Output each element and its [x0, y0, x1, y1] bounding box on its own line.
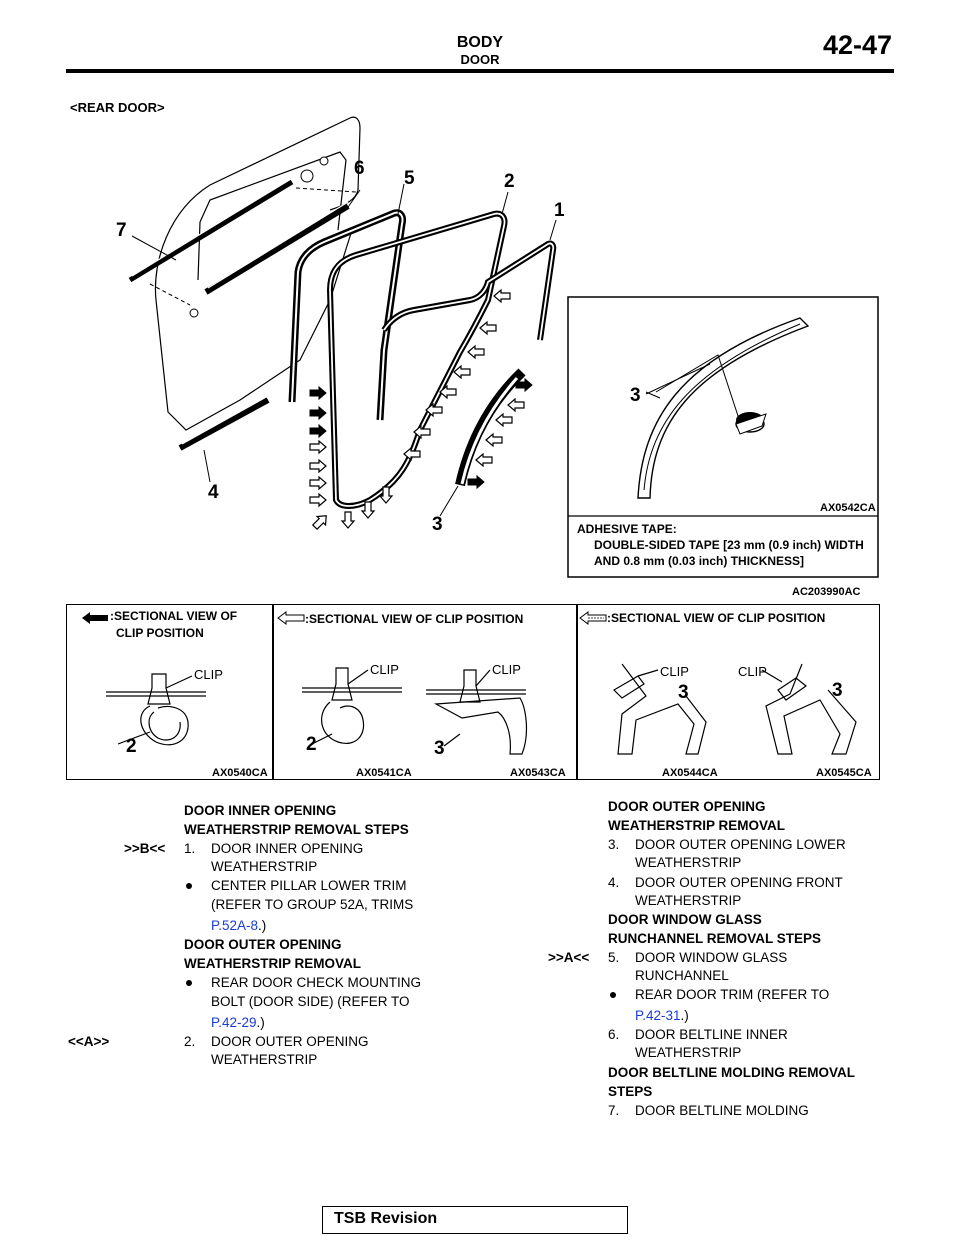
step-text: DOOR BELTLINE INNER: [635, 1027, 788, 1042]
section-code: AX0544CA: [662, 767, 718, 779]
bullet-icon: [610, 992, 616, 998]
step-number: 3.: [608, 837, 620, 852]
reference-mark: >>B<<: [124, 841, 166, 856]
step-number: 5.: [608, 950, 620, 965]
outer-opening-weatherstrip: [384, 243, 553, 340]
section-callout-2: 2: [306, 734, 317, 755]
ref-tail: .): [256, 1015, 265, 1030]
bullet-ref: [635, 1007, 689, 1025]
step-text: DOOR OUTER OPENING: [211, 1034, 369, 1049]
beltline-molding: [130, 178, 292, 280]
front-weatherstrip: [180, 396, 268, 448]
lower-weatherstrip: [460, 372, 522, 485]
step-text: WEATHERSTRIP: [635, 893, 742, 908]
subsection-title: DOOR: [460, 52, 500, 67]
step-number: 1.: [184, 841, 196, 856]
bullet-icon: [186, 980, 192, 986]
bullet-text: REAR DOOR CHECK MOUNTING: [211, 975, 422, 990]
section2-title: :SECTIONAL VIEW OF CLIP POSITION: [305, 612, 524, 626]
bullet-text: CENTER PILLAR LOWER TRIM: [211, 878, 407, 893]
bullet-ref: [211, 1014, 265, 1032]
step-text: RUNCHANNEL: [635, 968, 729, 983]
bullet-ref: [211, 917, 266, 935]
step-text: DOOR OUTER OPENING LOWER: [635, 837, 846, 852]
section-code: AX0543CA: [510, 767, 566, 779]
step-heading: DOOR OUTER OPENING: [608, 799, 766, 814]
callout-6: 6: [354, 158, 365, 179]
step-number: 4.: [608, 875, 620, 890]
bullet-icon: [186, 883, 192, 889]
adhesive-note-title: ADHESIVE TAPE:: [577, 522, 677, 536]
inset-code: AX0542CA: [820, 502, 876, 514]
step-number: 2.: [184, 1034, 196, 1049]
inset-weatherstrip: [638, 318, 808, 498]
step-text: DOOR WINDOW GLASS: [635, 950, 788, 965]
callout-1: 1: [554, 200, 565, 221]
ref-tail: .): [680, 1008, 689, 1023]
section1-title-line2: CLIP POSITION: [116, 626, 204, 640]
door-panel: [155, 117, 360, 430]
section1-title-line1: :SECTIONAL VIEW OF: [110, 609, 238, 623]
step-heading: DOOR WINDOW GLASS: [608, 912, 762, 927]
reference-mark: >>A<<: [548, 950, 590, 965]
ref-tail: .): [258, 918, 267, 933]
callout-4: 4: [208, 482, 219, 503]
reference-mark: <<A>>: [68, 1034, 110, 1049]
section-code: AX0540CA: [212, 767, 268, 779]
section-callout-3: 3: [434, 738, 445, 759]
inset-callout-3: 3: [630, 385, 641, 406]
bolt-icon: [150, 157, 356, 317]
callout-3: 3: [432, 514, 443, 535]
clip-label: CLIP: [492, 662, 521, 677]
bullet-text: REAR DOOR TRIM (REFER TO: [635, 987, 830, 1002]
page-number: 42-47: [822, 30, 892, 60]
step-text: DOOR BELTLINE MOLDING: [635, 1103, 809, 1118]
bullet-text: BOLT (DOOR SIDE) (REFER TO: [211, 994, 410, 1009]
step-heading: DOOR BELTLINE MOLDING REMOVAL: [608, 1065, 855, 1080]
clip-arrows: [310, 290, 532, 531]
clip-label: CLIP: [370, 662, 399, 677]
step-text: WEATHERSTRIP: [635, 855, 742, 870]
step-text: WEATHERSTRIP: [211, 859, 318, 874]
section-callout-2: 2: [126, 736, 137, 757]
adhesive-note-line1: DOUBLE-SIDED TAPE [23 mm (0.9 inch) WIDTH: [594, 538, 864, 552]
section-code: AX0541CA: [356, 767, 412, 779]
step-text: WEATHERSTRIP: [211, 1052, 318, 1067]
callout-7: 7: [116, 220, 127, 241]
figure-code: AC203990AC: [792, 586, 861, 598]
step-heading: STEPS: [608, 1084, 653, 1099]
footer-text: TSB Revision: [334, 1210, 438, 1227]
clip-label: CLIP: [660, 664, 689, 679]
callout-2: 2: [504, 171, 515, 192]
section-code: AX0545CA: [816, 767, 872, 779]
step-heading: RUNCHANNEL REMOVAL STEPS: [608, 931, 822, 946]
adhesive-note-line2: AND 0.8 mm (0.03 inch) THICKNESS]: [594, 554, 805, 568]
section-callout-3: 3: [832, 680, 843, 701]
door-exploded-diagram: [0, 0, 960, 600]
page-link[interactable]: P.42-31: [635, 1008, 681, 1023]
step-heading: WEATHERSTRIP REMOVAL: [608, 818, 786, 833]
section-callout-3: 3: [678, 682, 689, 703]
step-number: 6.: [608, 1027, 620, 1042]
step-text: DOOR INNER OPENING: [211, 841, 364, 856]
step-heading: WEATHERSTRIP REMOVAL STEPS: [184, 822, 409, 837]
step-text: DOOR OUTER OPENING FRONT: [635, 875, 843, 890]
step-text: WEATHERSTRIP: [635, 1045, 742, 1060]
clip-label: CLIP: [194, 667, 223, 682]
step-heading: WEATHERSTRIP REMOVAL: [184, 956, 362, 971]
callout-5: 5: [404, 168, 415, 189]
step-number: 7.: [608, 1103, 620, 1118]
step-heading: DOOR INNER OPENING: [184, 803, 337, 818]
step-heading: DOOR OUTER OPENING: [184, 937, 342, 952]
beltline-inner-weatherstrip: [206, 202, 348, 292]
section-title: BODY: [456, 34, 504, 51]
page-link[interactable]: P.42-29: [211, 1015, 257, 1030]
clip-label: CLIP: [738, 664, 767, 679]
section3-title: :SECTIONAL VIEW OF CLIP POSITION: [607, 611, 826, 625]
bullet-text: (REFER TO GROUP 52A, TRIMS: [211, 897, 414, 912]
figure-caption: <REAR DOOR>: [70, 100, 165, 115]
page-link[interactable]: P.52A-8: [211, 918, 259, 933]
